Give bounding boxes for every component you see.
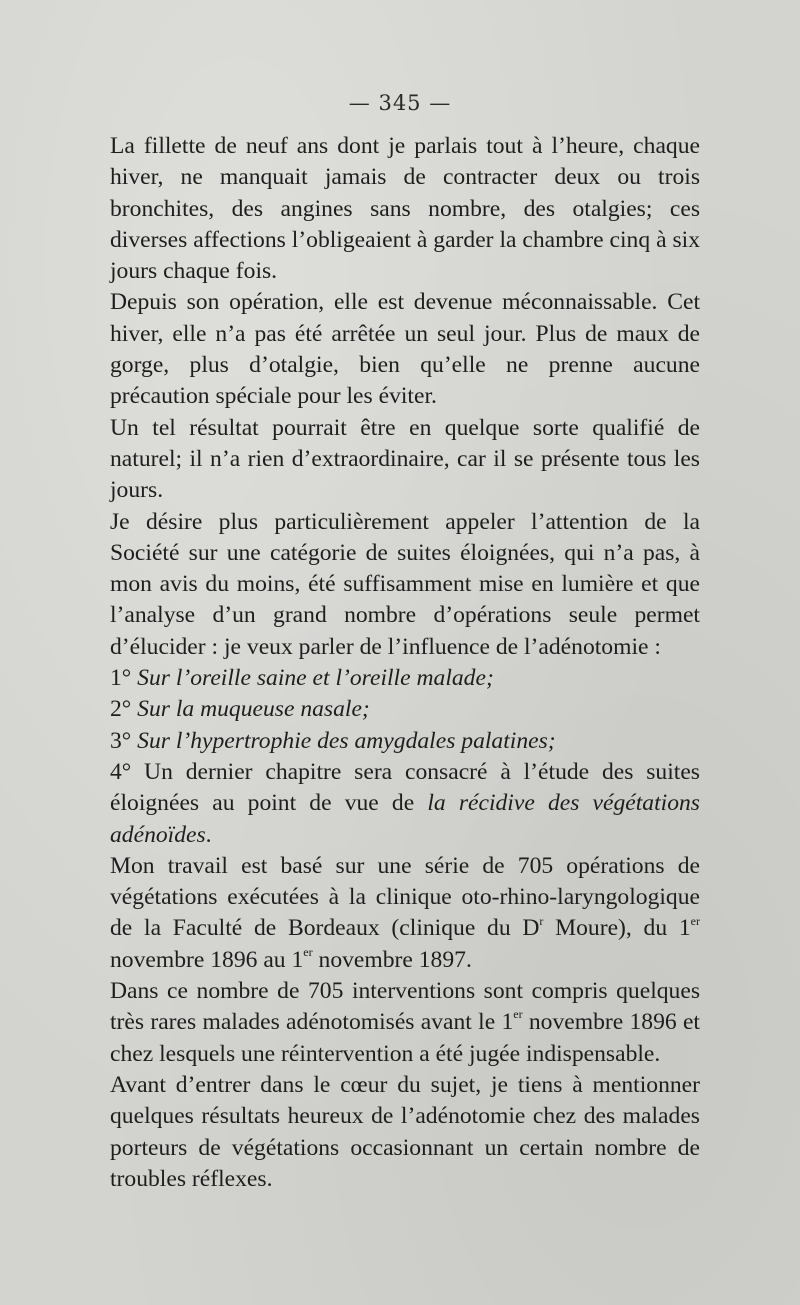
paragraph-5-text-a: Mon travail est basé sur une série de 705 opérations de végétations exécutées à la clinique oto-rhino-laryngologique de la Faculté de Bordeaux (clinique du D <box>110 852 700 942</box>
paragraph-1: La fillette de neuf ans dont je parlais tout à l’heure, chaque hiver, ne manquait jamais de contracter deux ou trois bronchites, des angines sans nombre, des otalgies; ces diverses affections l’obligeaient à garder la chambre cinq à six jours chaque fois. <box>110 133 700 285</box>
paragraph-6-text-a: Dans ce nombre de 705 interventions sont compris quelques très rares malades adénotomisés avant le 1 <box>110 978 700 1036</box>
list-item-text: Sur l’oreille saine et l’oreille malade; <box>137 665 494 692</box>
list-item-1 <box>110 663 700 694</box>
superscript: r <box>539 913 544 928</box>
paragraph-5-text-c: novembre 1896 au 1 <box>110 946 304 973</box>
paragraph-6 <box>110 976 700 1070</box>
paragraph-6-text-b: novembre 1896 et chez lesquels une réintervention a été jugée indispensable. <box>110 1009 700 1067</box>
paragraph-3: Un tel résultat pourrait être en quelque sorte qualifié de naturel; il n’a rien d’extraordinaire, car il se présente tous les jours. <box>110 414 700 504</box>
list-item-4 <box>110 757 700 851</box>
list-item-3 <box>110 726 700 757</box>
paragraph-5 <box>110 851 700 976</box>
list-item-text: 4° Un dernier chapitre sera consacré à l’étude des suites éloignées au point de vue de <box>110 758 700 817</box>
superscript: er <box>303 944 313 959</box>
list-item-2 <box>110 694 700 725</box>
list-item-text: Sur l’hypertrophie des amygdales palatines; <box>137 727 556 754</box>
list-item-text: Sur la muqueuse nasale; <box>137 696 370 723</box>
list-item-number: 1° <box>110 665 132 692</box>
paragraph-5-text-b: Moure), du 1 <box>543 915 691 942</box>
list-item-number: 3° <box>110 727 132 754</box>
paragraph-4: Je désire plus particulièrement appeler l’attention de la Société sur une catégorie de suites éloignées, qui n’a pas, à mon avis du moins, été suffisamment mise en lumière et que l’analyse d’un grand nombre d’opérations seule permet d’élucider : je veux parler de l’influence de l’adénotomie : <box>110 508 700 660</box>
paragraph-5-text-d: novembre 1897. <box>312 946 472 973</box>
list-item-end: . <box>205 821 212 848</box>
list-item-number: 2° <box>110 696 132 723</box>
superscript: er <box>513 1007 523 1022</box>
body-text <box>110 131 700 1195</box>
page-number: — 345 — <box>348 91 452 115</box>
paragraph-2: Depuis son opération, elle est devenue méconnaissable. Cet hiver, elle n’a pas été arrêtée un seul jour. Plus de maux de gorge, plus d’otalgie, bien qu’elle ne prenne aucune précaution spéciale pour les éviter. <box>110 289 700 410</box>
list-item-emphasis: la récidive des végétations adénoïdes <box>110 790 700 848</box>
paragraph-7: Avant d’entrer dans le cœur du sujet, je tiens à mentionner quelques résultats heureux de l’adénotomie chez des malades porteurs de végétations occasionnant un certain nombre de troubles réflexes. <box>110 1071 700 1192</box>
superscript: er <box>690 913 700 928</box>
